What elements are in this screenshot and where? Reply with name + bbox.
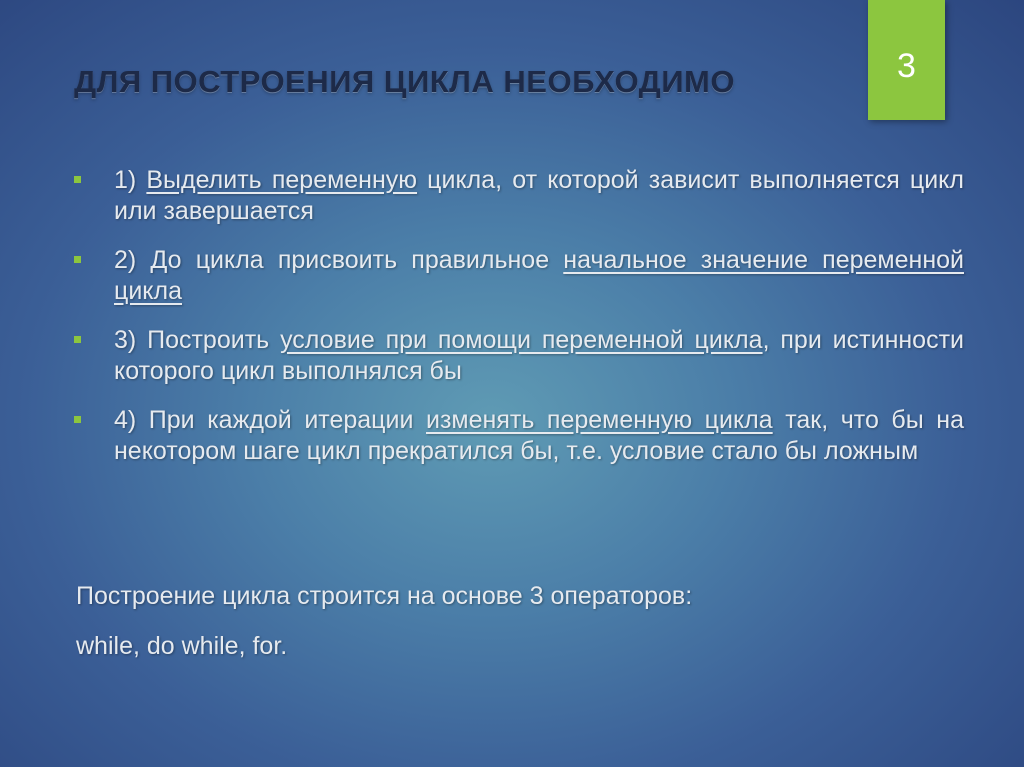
bullet-text: , при истинности которого цикл выполнялся бы [114,326,964,385]
page-number: 3 [897,46,916,85]
slide-title: ДЛЯ ПОСТРОЕНИЯ ЦИКЛА НЕОБХОДИМО [74,64,735,99]
bullet-text: 4) При каждой итерации [114,406,426,434]
footer-line-2: while, do while, for. [76,632,288,660]
page-number-badge [868,0,945,120]
bullet-underlined-text: условие при помощи переменной цикла [280,326,763,354]
bullet-square-icon [74,336,81,343]
bullet-text: 2) До цикла присвоить правильное [114,246,564,274]
bullet-square-icon [74,256,81,263]
bullet-list [74,165,964,485]
bullet-text: так, что бы на некотором шаге цикл прекратился бы, т.е. условие стало бы ложным [114,406,964,465]
bullet-item-2 [74,245,964,307]
bullet-item-4 [74,405,964,467]
bullet-item-3 [74,325,964,387]
bullet-text: 1) [114,166,147,194]
bullet-square-icon [74,176,81,183]
bullet-text: 3) Построить [114,326,281,354]
bullet-underlined-text: изменять переменную цикла [426,406,773,434]
bullet-square-icon [74,416,81,423]
footer-line-1: Построение цикла строится на основе 3 операторов: [76,582,693,610]
bullet-item-1 [74,165,964,227]
bullet-underlined-text: Выделить переменную [146,166,418,194]
bullet-underlined-text: начальное значение переменной цикла [114,246,964,305]
bullet-text: цикла, от которой зависит выполняется цикл или завершается [114,166,964,225]
